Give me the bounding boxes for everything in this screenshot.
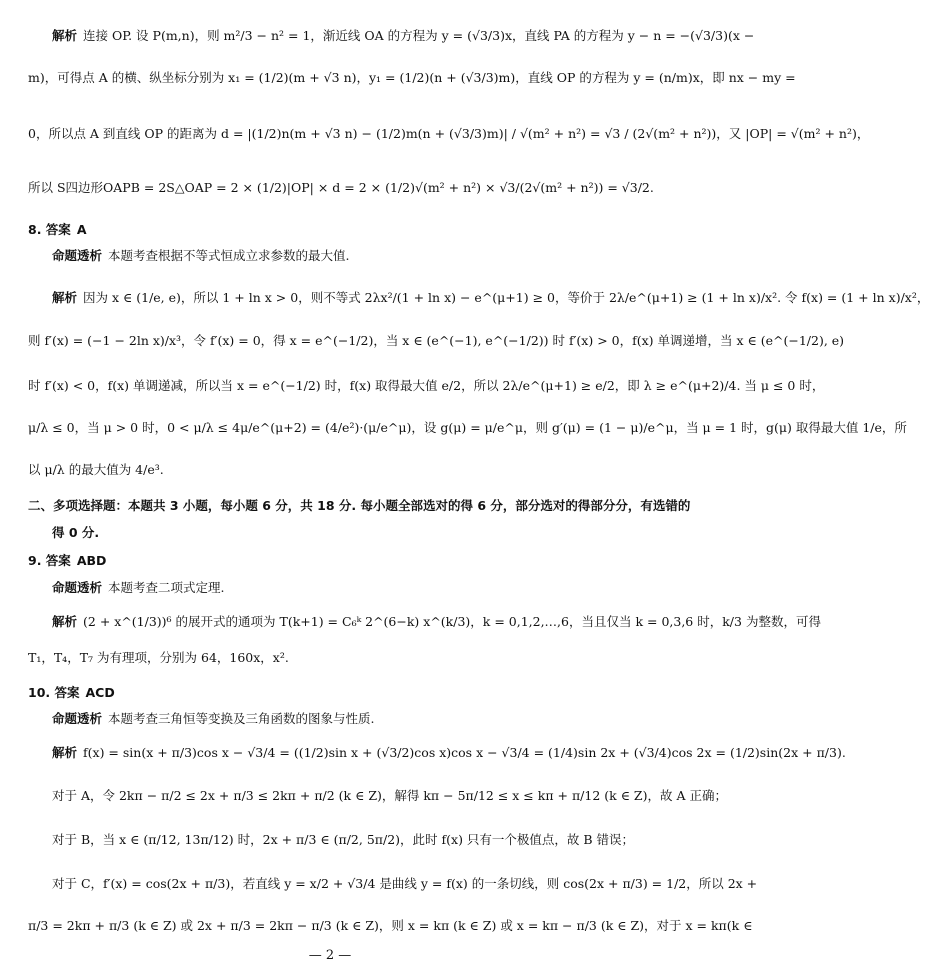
text-line-l2 bbox=[28, 70, 796, 86]
line-text: 二、多项选择题：本题共 3 小题，每小题 6 分，共 18 分. 每小题全部选对的得 6 分，部分选对的得部分分，有选错的 bbox=[28, 498, 691, 513]
text-line-l1 bbox=[52, 28, 755, 44]
line-label: 命题透析 bbox=[52, 580, 103, 595]
line-text: ABD bbox=[76, 553, 107, 568]
line-label: 8. 答案 bbox=[28, 222, 71, 237]
text-line-l8 bbox=[28, 333, 845, 349]
text-line-l14 bbox=[28, 553, 640, 569]
line-label: 解析 bbox=[52, 28, 78, 43]
line-text: 对于 C，f′(x) = cos(2x + π/3)，若直线 y = x/2 + √3/4 是曲线 y = f(x) 的一条切线，则 cos(2x + π/3) = 1/2，所以 2x + bbox=[52, 876, 758, 891]
line-text: 则 f′(x) = (−1 − 2ln x)/x³，令 f′(x) = 0，得 x = e^(−1/2)，当 x ∈ (e^(−1), e^(−1/2)) 时 f′(x) > 0，f(x) 单调递增，当 x ∈ (e^(−1/2), e) bbox=[28, 333, 845, 348]
text-line-l12 bbox=[28, 498, 691, 514]
line-text: 以 μ/λ 的最大值为 4/e³. bbox=[28, 462, 164, 477]
text-line-l24 bbox=[28, 918, 753, 934]
line-text: 因为 x ∈ (1/e, e)，所以 1 + ln x > 0，则不等式 2λx²/(1 + ln x) − e^(μ+1) ≥ 0，等价于 2λ/e^(μ+1) ≥ (1 + ln x)/x². 令 f(x) = (1 + ln x)/x²， bbox=[83, 290, 929, 305]
text-line-l20 bbox=[52, 745, 846, 761]
text-line-l18 bbox=[28, 685, 640, 701]
text-line-l17 bbox=[28, 650, 640, 666]
text-line-l19 bbox=[52, 711, 640, 727]
line-label: 解析 bbox=[52, 290, 78, 305]
text-line-l23 bbox=[52, 876, 758, 892]
text-line-l15 bbox=[52, 580, 640, 596]
line-text: 得 0 分. bbox=[52, 525, 100, 540]
line-text: π/3 = 2kπ + π/3 (k ∈ Z) 或 2x + π/3 = 2kπ − π/3 (k ∈ Z)，则 x = kπ (k ∈ Z) 或 x = kπ − π/3 (k ∈ Z)，对于 x = kπ(k ∈ bbox=[28, 918, 753, 933]
line-text: 对于 A，令 2kπ − π/2 ≤ 2x + π/3 ≤ 2kπ + π/2 (k ∈ Z)，解得 kπ − 5π/12 ≤ x ≤ kπ + π/12 (k ∈ Z)，故 A 正确； bbox=[52, 788, 727, 803]
page-number: — 2 — bbox=[308, 948, 352, 963]
text-line-l5 bbox=[28, 222, 640, 238]
line-label: 命题透析 bbox=[52, 248, 103, 263]
line-label: 解析 bbox=[52, 614, 78, 629]
line-text: m)，可得点 A 的横、纵坐标分别为 x₁ = (1/2)(m + √3 n)，y₁ = (1/2)(n + (√3/3)m)，直线 OP 的方程为 y = (n/m)x，即 nx − my = bbox=[28, 70, 796, 85]
line-text: 本题考查根据不等式恒成立求参数的最大值. bbox=[108, 248, 350, 263]
line-label: 命题透析 bbox=[52, 711, 103, 726]
line-text: T₁，T₄，T₇ 为有理项，分别为 64，160x，x². bbox=[28, 650, 289, 665]
text-line-l7 bbox=[52, 290, 929, 306]
text-line-l13 bbox=[52, 525, 640, 541]
text-line-l9 bbox=[28, 378, 825, 394]
text-line-l22 bbox=[52, 832, 640, 848]
line-text: 本题考查二项式定理. bbox=[108, 580, 225, 595]
text-line-l10 bbox=[28, 420, 907, 436]
line-text: 所以 S四边形OAPB = 2S△OAP = 2 × (1/2)|OP| × d = 2 × (1/2)√(m² + n²) × √3/(2√(m² + n²)) = √3/2. bbox=[28, 180, 654, 195]
text-line-l4 bbox=[28, 180, 654, 196]
line-text: 连接 OP. 设 P(m,n)，则 m²/3 − n² = 1，渐近线 OA 的方程为 y = (√3/3)x，直线 PA 的方程为 y − n = −(√3/3)(x − bbox=[83, 28, 755, 43]
line-text: μ/λ ≤ 0，当 μ > 0 时，0 < μ/λ ≤ 4μ/e^(μ+2) = (4/e²)·(μ/e^μ)，设 g(μ) = μ/e^μ，则 g′(μ) = (1 − μ)/e^μ，当 μ = 1 时，g(μ) 取得最大值 1/e，所 bbox=[28, 420, 907, 435]
line-text: ACD bbox=[85, 685, 115, 700]
text-line-l11 bbox=[28, 462, 640, 478]
text-line-l6 bbox=[52, 248, 640, 264]
line-text: f(x) = sin(x + π/3)cos x − √3/4 = ((1/2)sin x + (√3/2)cos x)cos x − √3/4 = (1/4)sin 2x + (√3/4)cos 2x = (1/2)sin(2x + π/3). bbox=[83, 745, 846, 760]
line-text: 时 f′(x) < 0，f(x) 单调递减，所以当 x = e^(−1/2) 时，f(x) 取得最大值 e/2，所以 2λ/e^(μ+1) ≥ e/2，即 λ ≥ e^(μ+2)/4. 当 μ ≤ 0 时， bbox=[28, 378, 825, 393]
line-text: A bbox=[76, 222, 87, 237]
line-text: 本题考查三角恒等变换及三角函数的图象与性质. bbox=[108, 711, 375, 726]
line-text: (2 + x^(1/3))⁶ 的展开式的通项为 T(k+1) = C₆ᵏ 2^(6−k) x^(k/3)，k = 0,1,2,…,6，当且仅当 k = 0,3,6 时，k/3 为整数，可得 bbox=[83, 614, 821, 629]
text-line-l21 bbox=[52, 788, 727, 804]
line-text: 对于 B，当 x ∈ (π/12, 13π/12) 时，2x + π/3 ∈ (π/2, 5π/2)，此时 f(x) 只有一个极值点，故 B 错误； bbox=[52, 832, 635, 847]
text-line-l16 bbox=[52, 614, 821, 630]
text-line-l3 bbox=[28, 126, 870, 142]
line-label: 解析 bbox=[52, 745, 78, 760]
line-label: 9. 答案 bbox=[28, 553, 71, 568]
line-text: 0，所以点 A 到直线 OP 的距离为 d = |(1/2)n(m + √3 n) − (1/2)m(n + (√3/3)m)| / √(m² + n²) = √3 / (2√(m² + n²))，又 |OP| = √(m² + n²)， bbox=[28, 126, 870, 141]
line-label: 10. 答案 bbox=[28, 685, 80, 700]
